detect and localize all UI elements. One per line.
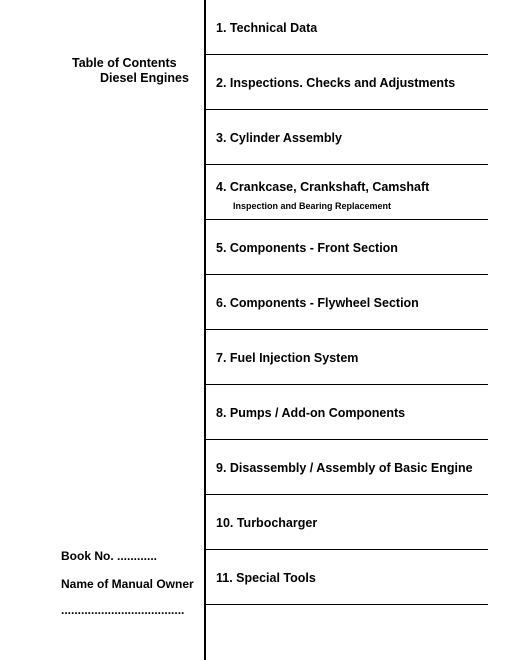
toc-heading	[60, 56, 190, 86]
section-tab-flywheel-section[interactable]	[206, 275, 488, 330]
section-tab-fuel-injection[interactable]	[206, 330, 488, 385]
section-sublabel: Inspection and Bearing Replacement	[233, 201, 392, 211]
section-label: 10. Turbocharger	[216, 516, 318, 530]
section-label: 6. Components - Flywheel Section	[216, 296, 419, 310]
section-label: 2. Inspections. Checks and Adjustments	[216, 76, 456, 90]
toc-title: Table of Contents	[72, 56, 177, 70]
toc-subtitle: Diesel Engines	[100, 71, 189, 85]
section-label: 3. Cylinder Assembly	[216, 131, 342, 145]
section-tab-turbocharger[interactable]	[206, 495, 488, 550]
section-label: 8. Pumps / Add-on Components	[216, 406, 406, 420]
owner-block	[61, 549, 194, 617]
manual-owner-label: Name of Manual Owner	[61, 577, 194, 591]
section-label: 5. Components - Front Section	[216, 241, 398, 255]
book-number-label: Book No. ............	[61, 549, 158, 563]
section-tab-basic-engine[interactable]	[206, 440, 488, 495]
section-tab-special-tools[interactable]	[206, 550, 488, 605]
section-label: 1. Technical Data	[216, 21, 318, 35]
section-tab-inspections[interactable]	[206, 55, 488, 110]
section-label: 7. Fuel Injection System	[216, 351, 359, 365]
section-tab-pumps[interactable]	[206, 385, 488, 440]
section-tab-list	[206, 0, 488, 605]
section-tab-front-section[interactable]	[206, 220, 488, 275]
section-tab-technical-data[interactable]	[206, 0, 488, 55]
section-tab-crankcase[interactable]	[206, 165, 488, 220]
section-label: 11. Special Tools	[216, 571, 316, 585]
section-tab-cylinder-assembly[interactable]	[206, 110, 488, 165]
section-label: 4. Crankcase, Crankshaft, Camshaft	[216, 180, 430, 194]
owner-name-blank-line: .....................................	[61, 603, 185, 617]
left-panel	[0, 0, 205, 660]
section-label: 9. Disassembly / Assembly of Basic Engine	[216, 461, 473, 475]
